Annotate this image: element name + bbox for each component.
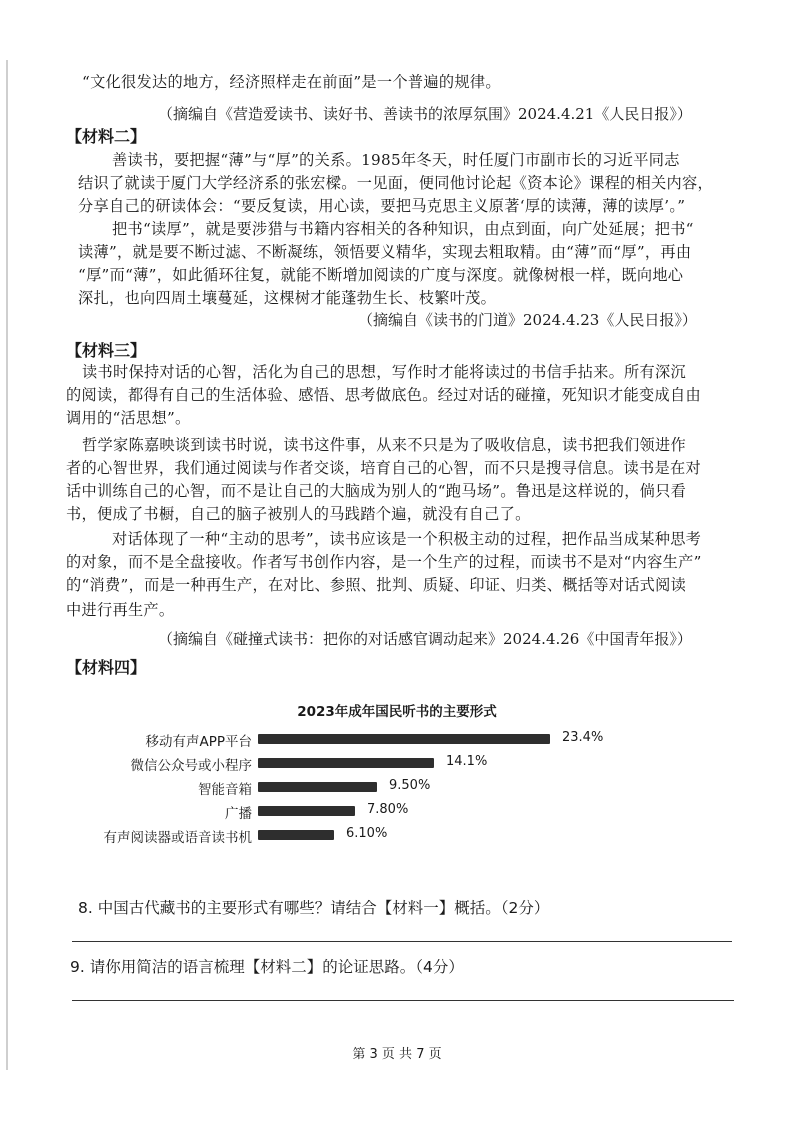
material3-source: （摘编自《碰撞式读书：把你的对话感官调动起来》2024.4.26《中国青年报》） (158, 630, 692, 648)
material3-line: 的阅读，都得有自己的生活体验、感悟、思考做底色。经过对话的碰撞，死知识才能变成自由 (66, 386, 701, 404)
material3-line: 中进行再生产。 (66, 601, 175, 619)
material3-line: 书，便成了书橱，自己的脑子被别人的马践踏个遍，就没有自己了。 (66, 505, 531, 523)
material2-line: 深扎，也向四周土壤蔓延，这棵树才能蓬勃生长、枝繁叶茂。 (78, 289, 497, 307)
material4-header: 【材料四】 (66, 658, 147, 677)
chart-bar (258, 830, 334, 840)
material3-line: 哲学家陈嘉映谈到读书时说，读书这件事，从来不只是为了吸收信息，读书把我们领进作 (82, 436, 687, 454)
material2-line: 善读书，要把握“薄”与“厚”的关系。1985年冬天，时任厦门市副市长的习近平同志 (112, 151, 680, 169)
answer-line-9 (72, 1000, 734, 1001)
material3-line: 对话体现了一种“主动的思考”，读书应该是一个积极主动的过程，把作品当成某种思考 (112, 530, 702, 548)
material2-line: 结识了就读于厦门大学经济系的张宏樑。一见面，便同他讨论起《资本论》课程的相关内容， (78, 174, 713, 192)
chart-value-label: 7.80% (367, 802, 409, 817)
material3-header: 【材料三】 (66, 341, 147, 360)
chart-bar (258, 734, 550, 744)
material3-line: 调用的“活思想”。 (66, 409, 191, 427)
chart-value-label: 23.4% (562, 730, 604, 745)
chart-category-label: 微信公众号或小程序 (130, 758, 252, 774)
material3-line: 的对象，而不是全盘接收。作者写书创作内容，是一个生产的过程，而读书不是对“内容生产” (66, 553, 702, 571)
chart-category-label: 移动有声APP平台 (145, 734, 252, 750)
material2-line: “厚”而“薄”，如此循环往复，就能不断增加阅读的广度与深度。就像树根一样，既向地心 (78, 266, 684, 284)
material2-line: 把书“读厚”，就是要涉猎与书籍内容相关的各种知识，由点到面，向广处延展；把书“ (112, 220, 694, 238)
chart-value-label: 6.10% (346, 826, 388, 841)
material2-line: 分享自己的研读体会：“要反复读，用心读，要把马克思主义原著‘厚的读薄，薄的读厚’。” (78, 197, 686, 215)
material2-header: 【材料二】 (66, 127, 147, 146)
chart-bar (258, 806, 355, 816)
scan-edge (6, 60, 8, 1070)
chart-category-label: 智能音箱 (198, 782, 252, 798)
page-footer: 第 3 页 共 7 页 (352, 1047, 442, 1062)
question-8: 8. 中国古代藏书的主要形式有哪些？请结合【材料一】概括。（2分） (78, 899, 550, 917)
chart-bar (258, 782, 377, 792)
material3-line: 话中训练自己的心智，而不是让自己的大脑成为别人的“跑马场”。鲁迅是这样说的，倘只看 (66, 482, 687, 500)
chart-category-label: 有声阅读器或语音读书机 (103, 830, 252, 846)
chart-value-label: 9.50% (389, 778, 431, 793)
material3-line: 读书时保持对话的心智，活化为自己的思想，写作时才能将读过的书信手拈来。所有深沉 (82, 363, 687, 381)
chart-bar (258, 758, 434, 768)
material2-source: （摘编自《读书的门道》2024.4.23《人民日报》） (358, 311, 697, 329)
chart-category-label: 广播 (225, 806, 252, 822)
question-9: 9. 请你用简洁的语言梳理【材料二】的论证思路。（4分） (70, 958, 464, 976)
material1-last-line: “文化很发达的地方，经济照样走在前面”是一个普遍的规律。 (82, 73, 501, 91)
material3-line: 者的心智世界，我们通过阅读与作者交谈，培育自己的心智，而不只是搜寻信息。读书是在对 (66, 459, 701, 477)
material1-source: （摘编自《营造爱读书、读好书、善读书的浓厚氛围》2024.4.21《人民日报》） (158, 105, 692, 123)
chart-title: 2023年成年国民听书的主要形式 (297, 704, 497, 720)
chart-value-label: 14.1% (446, 754, 488, 769)
material3-line: 的“消费”，而是一种再生产，在对比、参照、批判、质疑、印证、归类、概括等对话式阅读 (66, 576, 687, 594)
material2-line: 读薄”，就是要不断过滤、不断凝练，领悟要义精华，实现去粗取精。由“薄”而“厚”，再由 (78, 243, 692, 261)
answer-line-8 (72, 941, 732, 942)
